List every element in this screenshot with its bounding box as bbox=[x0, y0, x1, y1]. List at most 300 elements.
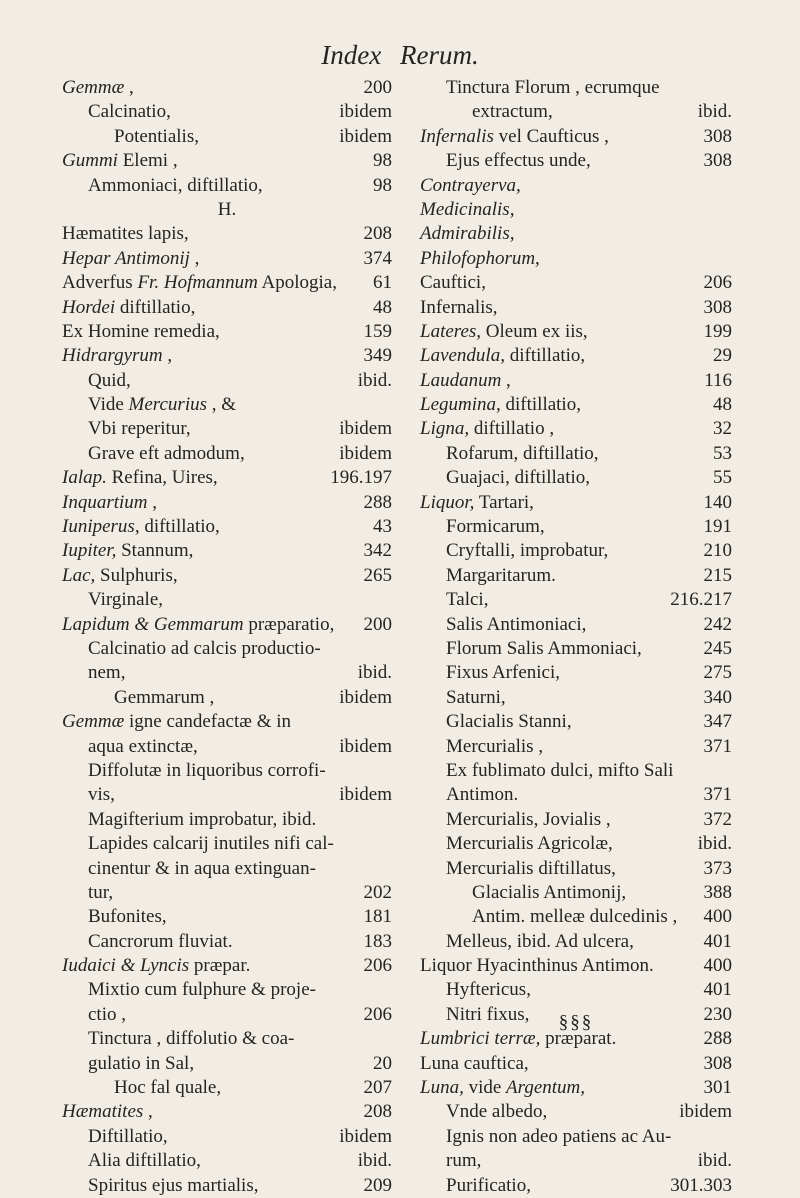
entry-lemma: Gemmæ bbox=[62, 77, 125, 98]
entry-label: Alia diftillatio, bbox=[88, 1150, 201, 1172]
index-entry bbox=[62, 320, 392, 344]
index-entry bbox=[62, 417, 392, 441]
entry-label: Oleum ex iis, bbox=[485, 320, 588, 342]
page-reference: 371 bbox=[703, 784, 732, 806]
entry-label: vis, bbox=[88, 784, 115, 806]
entry-label: Fixus Arfenici, bbox=[446, 662, 560, 684]
entry-lemma: Lapidum & Gemmarum bbox=[62, 613, 244, 635]
entry-label: Antimon. bbox=[446, 784, 519, 806]
entry-label: Magifterium improbatur, ibid. bbox=[88, 808, 317, 830]
entry-label: Margaritarum. bbox=[446, 564, 556, 586]
entry-text bbox=[420, 149, 698, 173]
entry-text bbox=[62, 637, 386, 661]
page-reference: ibidem bbox=[339, 1125, 392, 1147]
index-entry bbox=[420, 174, 732, 198]
entry-text bbox=[62, 76, 358, 100]
entry-lemma: Medicinalis, bbox=[420, 198, 515, 220]
entry-lemma: Lac, bbox=[62, 564, 96, 586]
index-entry bbox=[420, 857, 732, 881]
entry-label: nem, bbox=[88, 662, 126, 684]
page-reference: 215 bbox=[703, 564, 732, 586]
index-entry bbox=[62, 76, 392, 100]
page-reference: ibid. bbox=[357, 1150, 392, 1172]
entry-text bbox=[420, 1076, 698, 1100]
entry-lemma: Iudaici & Lyncis bbox=[62, 955, 190, 977]
header-left: Index bbox=[321, 40, 382, 70]
entry-label: , bbox=[152, 491, 157, 513]
entry-label: ctio , bbox=[88, 1003, 126, 1025]
entry-label: Rofarum, diftillatio, bbox=[446, 442, 599, 464]
page-reference: ibidem bbox=[339, 442, 392, 464]
entry-text bbox=[62, 125, 333, 149]
index-entry bbox=[62, 149, 392, 173]
index-entry bbox=[420, 1149, 732, 1173]
entry-label: diftillatio, bbox=[119, 296, 196, 318]
index-entry bbox=[420, 954, 732, 978]
entry-label: Glacialis Antimonij, bbox=[472, 881, 627, 903]
index-entry bbox=[62, 1174, 392, 1198]
page-reference: 265 bbox=[363, 564, 392, 586]
entry-text bbox=[62, 832, 386, 856]
entry-label: diftillatio , bbox=[473, 418, 555, 440]
entry-text bbox=[420, 930, 698, 954]
entry-label: Quid, bbox=[88, 369, 131, 391]
entry-label: Hyftericus, bbox=[446, 979, 531, 1001]
entry-label: Ex Homine remedia, bbox=[62, 320, 220, 342]
entry-text bbox=[420, 100, 692, 124]
entry-label: Vbi reperitur, bbox=[88, 418, 191, 440]
page-reference: 340 bbox=[703, 686, 732, 708]
entry-text bbox=[62, 735, 333, 759]
index-entry bbox=[420, 344, 732, 368]
entry-lemma: Fr. Hofmannum bbox=[137, 272, 258, 294]
entry-text bbox=[420, 76, 726, 100]
entry-text bbox=[420, 174, 726, 198]
entry-text bbox=[62, 1003, 358, 1027]
entry-label: diftillatio, bbox=[509, 345, 586, 367]
index-entry bbox=[62, 661, 392, 685]
entry-text bbox=[62, 174, 367, 198]
entry-label: Tartari, bbox=[478, 491, 534, 513]
entry-text bbox=[420, 1100, 673, 1124]
index-entry bbox=[420, 783, 732, 807]
entry-label: Ammoniaci, diftillatio, bbox=[88, 174, 263, 196]
page-reference: 207 bbox=[363, 1077, 392, 1099]
index-entry bbox=[420, 491, 732, 515]
entry-text bbox=[420, 637, 698, 661]
index-entry bbox=[62, 588, 392, 612]
page-reference: 308 bbox=[703, 1052, 732, 1074]
index-entry bbox=[420, 222, 732, 246]
entry-text bbox=[420, 588, 664, 612]
entry-lemma: Ialap. bbox=[62, 467, 107, 489]
entry-text bbox=[62, 320, 358, 344]
index-entry bbox=[62, 783, 392, 807]
index-entry bbox=[62, 637, 392, 661]
index-entry bbox=[420, 442, 732, 466]
running-header bbox=[0, 40, 800, 71]
entry-text bbox=[420, 491, 698, 515]
page-reference: ibid. bbox=[697, 833, 732, 855]
entry-lemma: Philofophorum, bbox=[420, 247, 540, 269]
entry-lemma: Luna, bbox=[420, 1077, 464, 1099]
page-reference: 301 bbox=[703, 1077, 732, 1099]
entry-text bbox=[420, 417, 707, 441]
entry-label: Mercurialis, Jovialis , bbox=[446, 808, 611, 830]
entry-label: , bbox=[506, 369, 511, 391]
entry-text bbox=[62, 1027, 386, 1051]
entry-text bbox=[62, 271, 367, 295]
index-entry bbox=[62, 344, 392, 368]
entry-lemma: Iuniperus, bbox=[62, 516, 140, 538]
entry-text bbox=[62, 491, 358, 515]
index-entry bbox=[420, 710, 732, 734]
entry-label: Nitri fixus, bbox=[446, 1003, 530, 1025]
entry-label: Ejus effectus unde, bbox=[446, 150, 591, 172]
entry-text bbox=[420, 1174, 664, 1198]
entry-label: præpar. bbox=[193, 955, 251, 977]
entry-label: Purificatio, bbox=[446, 1174, 531, 1196]
index-entry bbox=[420, 369, 732, 393]
page-reference: 116 bbox=[704, 369, 732, 391]
entry-label: , bbox=[148, 1101, 153, 1123]
entry-text bbox=[420, 1052, 698, 1076]
entry-text bbox=[62, 100, 333, 124]
index-entry bbox=[62, 1076, 392, 1100]
index-entry bbox=[420, 564, 732, 588]
entry-label: vel Caufticus , bbox=[498, 125, 609, 147]
index-entry bbox=[62, 735, 392, 759]
index-entry bbox=[62, 857, 392, 881]
index-entry bbox=[420, 1174, 732, 1198]
index-entry bbox=[62, 1125, 392, 1149]
page-reference: 98 bbox=[373, 150, 392, 172]
entry-label: Vide bbox=[88, 394, 124, 416]
entry-text bbox=[420, 222, 726, 246]
page-reference: ibidem bbox=[339, 686, 392, 708]
index-entry bbox=[420, 271, 732, 295]
entry-text bbox=[62, 515, 367, 539]
entry-label: Sulphuris, bbox=[100, 564, 178, 586]
entry-text bbox=[420, 881, 698, 905]
index-entry bbox=[62, 198, 392, 222]
entry-label: Stannum, bbox=[121, 540, 194, 562]
index-entry bbox=[62, 978, 392, 1002]
entry-text bbox=[62, 783, 333, 807]
entry-label: Tinctura Florum , ecrumque bbox=[446, 77, 660, 98]
page-reference: 200 bbox=[363, 77, 392, 98]
entry-label: Hæmatites lapis, bbox=[62, 223, 189, 245]
index-entry bbox=[62, 1027, 392, 1051]
index-entry bbox=[420, 466, 732, 490]
index-entry bbox=[420, 1125, 732, 1149]
page-reference: ibidem bbox=[679, 1101, 732, 1123]
page-reference: ibidem bbox=[339, 125, 392, 147]
index-entry bbox=[62, 613, 392, 637]
entry-label: Ignis non adeo patiens ac Au- bbox=[446, 1125, 672, 1147]
index-entry bbox=[62, 442, 392, 466]
entry-label: Talci, bbox=[446, 589, 489, 611]
entry-label: aqua extinctæ, bbox=[88, 735, 198, 757]
entry-text bbox=[62, 978, 386, 1002]
entry-lemma: Hepar Antimonij bbox=[62, 247, 190, 269]
page-reference: 183 bbox=[363, 930, 392, 952]
index-entry bbox=[420, 125, 732, 149]
entry-text bbox=[420, 661, 698, 685]
entry-text bbox=[420, 393, 707, 417]
entry-label: præparatio, bbox=[248, 613, 335, 635]
index-entry bbox=[62, 686, 392, 710]
entry-text bbox=[62, 588, 386, 612]
index-entry bbox=[420, 905, 732, 929]
entry-text bbox=[420, 125, 698, 149]
page-reference: 400 bbox=[703, 955, 732, 977]
entry-label: Luna cauftica, bbox=[420, 1052, 529, 1074]
entry-label: , bbox=[129, 77, 134, 98]
page-reference: 400 bbox=[703, 906, 732, 928]
entry-lemma: Mercurius bbox=[128, 394, 207, 416]
entry-text bbox=[62, 149, 367, 173]
index-entry bbox=[420, 76, 732, 100]
index-entry bbox=[62, 1149, 392, 1173]
entry-label: vide bbox=[468, 1077, 502, 1099]
page-reference: 191 bbox=[703, 516, 732, 538]
index-entry bbox=[62, 539, 392, 563]
index-entry bbox=[420, 539, 732, 563]
index-entry bbox=[62, 296, 392, 320]
index-entry bbox=[420, 759, 732, 783]
page-reference: 301.303 bbox=[670, 1174, 732, 1196]
entry-lemma: Lumbrici terræ, bbox=[420, 1028, 541, 1050]
entry-label: Spiritus ejus martialis, bbox=[88, 1174, 259, 1196]
entry-text bbox=[420, 710, 698, 734]
entry-text bbox=[62, 344, 358, 368]
index-entry bbox=[62, 881, 392, 905]
entry-label: , bbox=[194, 247, 200, 269]
index-entry bbox=[420, 393, 732, 417]
entry-text bbox=[62, 661, 352, 685]
index-entry bbox=[420, 100, 732, 124]
page-reference: 373 bbox=[703, 857, 732, 879]
page-reference: 48 bbox=[373, 296, 392, 318]
page-reference: 206 bbox=[363, 955, 392, 977]
entry-lemma: Argentum, bbox=[506, 1077, 586, 1099]
entry-text bbox=[420, 759, 726, 783]
page-reference: 349 bbox=[363, 345, 392, 367]
page-reference: 308 bbox=[703, 125, 732, 147]
page-reference: 216.217 bbox=[670, 589, 732, 611]
page-reference: ibidem bbox=[339, 784, 392, 806]
page-reference: 55 bbox=[713, 467, 732, 489]
index-entry bbox=[62, 222, 392, 246]
entry-text bbox=[62, 857, 386, 881]
page-reference: 206 bbox=[703, 272, 732, 294]
entry-text bbox=[420, 564, 698, 588]
entry-label: extractum, bbox=[472, 101, 553, 123]
page-reference: 401 bbox=[703, 979, 732, 1001]
entry-lemma: Inquartium bbox=[62, 491, 148, 513]
index-entry bbox=[420, 686, 732, 710]
page-reference: 181 bbox=[363, 906, 392, 928]
entry-text bbox=[62, 1149, 352, 1173]
page-reference: 209 bbox=[363, 1174, 392, 1196]
page-reference: 208 bbox=[363, 223, 392, 245]
page-reference: 208 bbox=[363, 1101, 392, 1123]
entry-text bbox=[62, 564, 358, 588]
entry-label: , bbox=[167, 345, 173, 367]
page-reference: 210 bbox=[703, 540, 732, 562]
entry-text bbox=[420, 320, 698, 344]
entry-lemma: Lavendula, bbox=[420, 345, 505, 367]
entry-text bbox=[420, 369, 698, 393]
entry-label: rum, bbox=[446, 1150, 482, 1172]
page-reference: 372 bbox=[703, 808, 732, 830]
entry-label: H. bbox=[217, 198, 237, 220]
entry-text bbox=[62, 905, 358, 929]
page-reference: ibidem bbox=[339, 101, 392, 123]
entry-text bbox=[62, 296, 367, 320]
entry-label: cinentur & in aqua extinguan- bbox=[88, 857, 316, 879]
index-entry bbox=[420, 296, 732, 320]
entry-label: Elemi , bbox=[122, 150, 178, 172]
entry-text bbox=[420, 271, 698, 295]
entry-label: Vnde albedo, bbox=[446, 1101, 548, 1123]
entry-text bbox=[420, 857, 698, 881]
entry-label: Refina, Uires, bbox=[111, 467, 218, 489]
index-entry bbox=[62, 710, 392, 734]
entry-label: Apologia, bbox=[261, 272, 337, 294]
entry-label: Ex fublimato dulci, mifto Sali bbox=[446, 759, 674, 781]
index-entry bbox=[62, 491, 392, 515]
entry-label: diftillatio, bbox=[144, 516, 220, 538]
page-reference: 206 bbox=[363, 1003, 392, 1025]
index-entry bbox=[420, 417, 732, 441]
page-reference: 388 bbox=[703, 881, 732, 903]
entry-label: Florum Salis Ammoniaci, bbox=[446, 637, 642, 659]
entry-lemma: Admirabilis, bbox=[420, 223, 515, 245]
entry-lemma: Hidrargyrum bbox=[62, 345, 163, 367]
entry-text bbox=[62, 808, 386, 832]
page-reference: 202 bbox=[363, 881, 392, 903]
entry-text bbox=[420, 954, 698, 978]
entry-label: Formicarum, bbox=[446, 516, 545, 538]
entry-lemma: Liquor, bbox=[420, 491, 475, 513]
page-reference: 288 bbox=[363, 491, 392, 513]
entry-text bbox=[62, 393, 386, 417]
entry-text bbox=[62, 247, 358, 271]
page-reference: 159 bbox=[363, 320, 392, 342]
page-reference: 371 bbox=[703, 735, 732, 757]
page-reference: 48 bbox=[713, 394, 732, 416]
index-entry bbox=[420, 613, 732, 637]
entry-label: Infernalis, bbox=[420, 296, 498, 318]
entry-label: Cryftalli, improbatur, bbox=[446, 540, 609, 562]
entry-text bbox=[420, 1149, 692, 1173]
index-entry bbox=[420, 1076, 732, 1100]
page-reference: 196.197 bbox=[330, 467, 392, 489]
index-entry bbox=[62, 393, 392, 417]
index-entry bbox=[62, 564, 392, 588]
page-reference: 32 bbox=[713, 418, 732, 440]
entry-text bbox=[420, 686, 698, 710]
signature-mark: §§§ bbox=[558, 1012, 594, 1033]
entry-text bbox=[62, 442, 333, 466]
entry-label: Mercurialis , bbox=[446, 735, 544, 757]
page-reference: 29 bbox=[713, 345, 732, 367]
entry-label: Grave eft admodum, bbox=[88, 442, 245, 464]
index-entry bbox=[420, 515, 732, 539]
entry-text bbox=[62, 759, 386, 783]
index-column-left bbox=[62, 76, 392, 1198]
index-entry bbox=[420, 247, 732, 271]
entry-label: Adverfus bbox=[62, 272, 133, 294]
entry-text bbox=[62, 222, 358, 246]
entry-text bbox=[62, 613, 358, 637]
index-entry bbox=[62, 1052, 392, 1076]
entry-lemma: Legumina, bbox=[420, 394, 501, 416]
entry-text bbox=[62, 369, 352, 393]
entry-label: igne candefactæ & in bbox=[129, 711, 291, 733]
entry-text bbox=[62, 1052, 367, 1076]
entry-text bbox=[420, 515, 698, 539]
entry-label: Virginale, bbox=[88, 589, 164, 611]
entry-text bbox=[420, 198, 726, 222]
index-entry bbox=[62, 369, 392, 393]
entry-text bbox=[62, 1174, 358, 1198]
entry-lemma: Gummi bbox=[62, 150, 118, 172]
index-entry bbox=[62, 271, 392, 295]
page-reference: 374 bbox=[363, 247, 392, 269]
page-reference: 20 bbox=[373, 1052, 392, 1074]
entry-lemma: Iupiter, bbox=[62, 540, 117, 562]
entry-label: Saturni, bbox=[446, 686, 506, 708]
entry-label: Hoc fal quale, bbox=[114, 1077, 222, 1099]
page-reference: 199 bbox=[703, 320, 732, 342]
entry-text bbox=[420, 539, 698, 563]
entry-label: gulatio in Sal, bbox=[88, 1052, 195, 1074]
page-reference: 342 bbox=[363, 540, 392, 562]
index-entry bbox=[62, 100, 392, 124]
index-entry bbox=[420, 930, 732, 954]
index-entry bbox=[62, 515, 392, 539]
entry-label: Diftillatio, bbox=[88, 1125, 168, 1147]
entry-text bbox=[62, 881, 358, 905]
page-reference: 98 bbox=[373, 174, 392, 196]
index-entry bbox=[420, 808, 732, 832]
entry-text bbox=[62, 930, 358, 954]
entry-text bbox=[62, 539, 358, 563]
page-reference: ibid. bbox=[697, 101, 732, 123]
index-entry bbox=[420, 637, 732, 661]
index-entry bbox=[420, 661, 732, 685]
index-entry bbox=[420, 320, 732, 344]
index-entry bbox=[62, 930, 392, 954]
entry-lemma: Contrayerva, bbox=[420, 174, 521, 196]
entry-text bbox=[420, 735, 698, 759]
entry-text bbox=[420, 613, 698, 637]
entry-lemma: Lateres, bbox=[420, 320, 482, 342]
page-reference: 308 bbox=[703, 296, 732, 318]
entry-label: Diffolutæ in liquoribus corrofi- bbox=[88, 759, 326, 781]
entry-text bbox=[62, 417, 333, 441]
entry-label: Liquor Hyacinthinus Antimon. bbox=[420, 955, 654, 977]
entry-text bbox=[420, 247, 726, 271]
entry-text bbox=[420, 808, 698, 832]
page-reference: ibid. bbox=[357, 662, 392, 684]
index-entry bbox=[420, 735, 732, 759]
page-reference: ibidem bbox=[339, 735, 392, 757]
page-reference: 43 bbox=[373, 516, 392, 538]
